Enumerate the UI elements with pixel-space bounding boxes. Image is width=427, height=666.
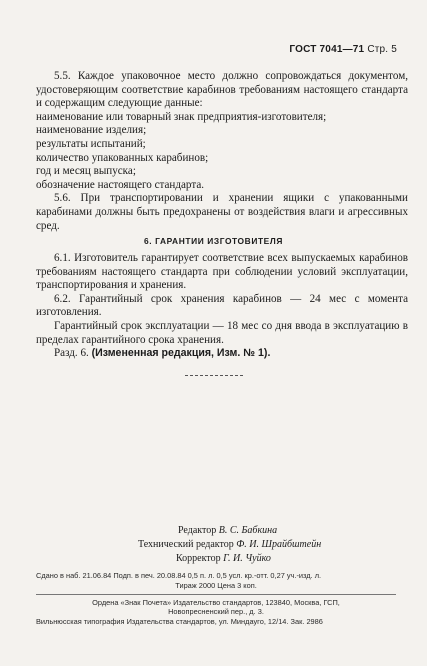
- editor-label: Редактор: [178, 525, 217, 536]
- imprint-divider: [36, 594, 396, 595]
- corrector-label: Корректор: [176, 553, 221, 564]
- clause-5-6: 5.6. При транспортировании и хранении ящики с упакованными карабинами должны быть предохранены от воздействия влаги и агрессивных сред.: [36, 192, 408, 232]
- tech-editor-line: [0, 538, 427, 552]
- editor-line: [0, 524, 427, 538]
- page-header: [289, 44, 397, 55]
- list-item: наименование или товарный знак предприятия-изготовителя;: [36, 110, 327, 123]
- corrector-line: [0, 552, 427, 566]
- clause-6-2-operation: Гарантийный срок эксплуатации — 18 мес со дня ввода в эксплуатацию в пределах гарантийного срока хранения.: [36, 319, 408, 346]
- list-item: год и месяц выпуска;: [36, 165, 136, 178]
- list-item: количество упакованных карабинов;: [36, 151, 209, 164]
- credits-block: [0, 524, 427, 566]
- clause-5-5-block: [36, 70, 408, 233]
- list-item: результаты испытаний;: [36, 137, 146, 150]
- clause-6-2: 6.2. Гарантийный срок хранения карабинов — 24 мес с момента изготовления.: [36, 292, 408, 319]
- clause-6-1: 6.1. Изготовитель гарантирует соответствие всех выпускаемых карабинов требованиям настоящего стандарта при соблюдении условий эксплуатации, транспортирования и хранения.: [36, 252, 408, 292]
- amendment-text: (Измененная редакция, Изм. № 1).: [91, 347, 271, 360]
- separator: [185, 375, 243, 376]
- imprint-line: Сдано в наб. 21.06.84 Подп. в печ. 20.08.84 0,5 п. л. 0,5 усл. кр.-отт. 0,27 уч.-изд. л.: [36, 571, 322, 580]
- imprint-line: Ордена «Знак Почета» Издательство стандартов, 123840, Москва, ГСП,: [92, 597, 340, 607]
- corrector-name: Г. И. Чуйко: [223, 553, 271, 564]
- section-6-block: [36, 252, 408, 361]
- tech-editor-name: Ф. И. Шрайбштейн: [236, 539, 322, 550]
- amendment-note: [36, 347, 408, 361]
- clause-5-5-intro: 5.5. Каждое упаковочное место должно сопровождаться документом, удостоверяющим соответствие карабинов требованиям настоящего стандарта и содержащим следующие данные:: [36, 70, 408, 110]
- standard-number: ГОСТ 7041—71: [289, 44, 365, 55]
- page-number: Стр. 5: [367, 44, 397, 55]
- section-title: 6. ГАРАНТИИ ИЗГОТОВИТЕЛЯ: [144, 236, 283, 246]
- list-item: наименование изделия;: [36, 124, 147, 137]
- imprint-line: Вильнюсская типография Издательства стандартов, ул. Миндауго, 12/14. Зак. 2986: [36, 617, 323, 627]
- list-item: обозначение настоящего стандарта.: [36, 178, 205, 191]
- imprint-block: [36, 571, 396, 627]
- amendment-ref: Разд. 6.: [54, 347, 89, 360]
- tech-editor-label: Технический редактор: [138, 539, 234, 550]
- editor-name: В. С. Бабкина: [218, 525, 278, 536]
- imprint-line: Новопресненский пер., д. 3.: [168, 607, 264, 617]
- imprint-line: Тираж 2000 Цена 3 коп.: [175, 580, 257, 590]
